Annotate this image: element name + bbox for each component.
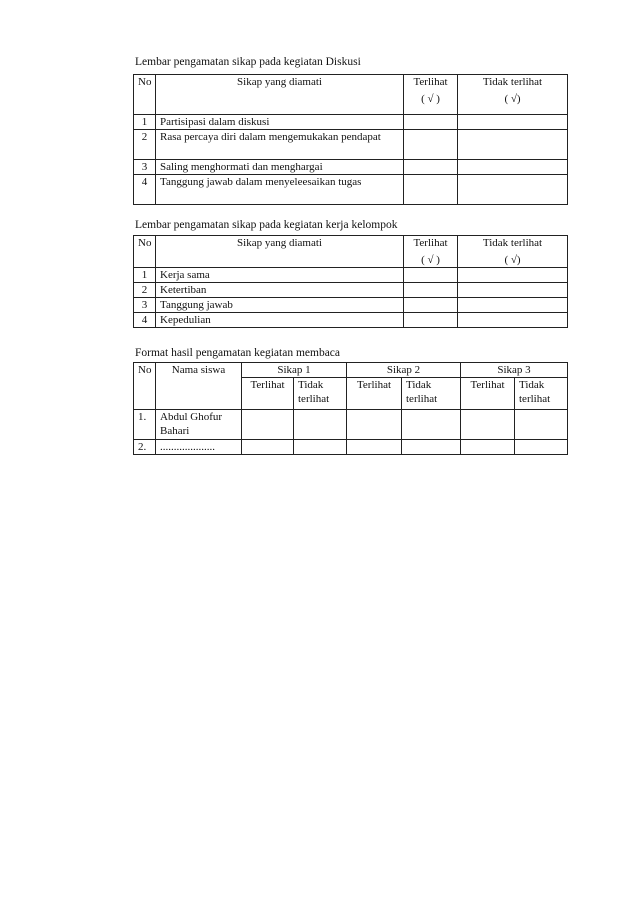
- table1-header-row: [134, 75, 568, 115]
- table1-caption: Lembar pengamatan sikap pada kegiatan Diskusi: [135, 56, 361, 68]
- cell-tidak: [458, 283, 568, 298]
- table2-header-no: No: [134, 236, 156, 268]
- cell-tidak: [458, 175, 568, 205]
- cell-terlihat: [404, 313, 458, 328]
- table-row: [134, 298, 568, 313]
- row-name: ....................: [156, 440, 242, 455]
- table2-header-terlihat-label: Terlihat: [413, 237, 448, 249]
- cell: [242, 440, 294, 455]
- table3-header-sikap1: Sikap 1: [242, 363, 347, 378]
- row-text: Tanggung jawab dalam menyeleesaikan tugas: [156, 175, 404, 205]
- table3-header-sikap2: Sikap 2: [347, 363, 461, 378]
- table3-format-membaca: [133, 362, 568, 455]
- cell-terlihat: [404, 175, 458, 205]
- cell-tidak: [458, 313, 568, 328]
- table2-header-tidak: [458, 236, 568, 268]
- table2-header-check1: ( √ ): [421, 254, 440, 266]
- table1-header-sikap: Sikap yang diamati: [156, 75, 404, 115]
- row-no: 3: [134, 160, 156, 175]
- cell: [402, 440, 461, 455]
- table2-header-tidak-label: Tidak terlihat: [482, 237, 543, 249]
- cell: [461, 440, 515, 455]
- row-text: Partisipasi dalam diskusi: [156, 115, 404, 130]
- table3-header-row-1: [134, 363, 568, 378]
- table3-caption: Format hasil pengamatan kegiatan membaca: [135, 347, 341, 359]
- cell: [402, 410, 461, 440]
- table2-header-terlihat: [404, 236, 458, 268]
- table3-header-sikap3: Sikap 3: [461, 363, 568, 378]
- table-row: [134, 175, 568, 205]
- cell: [347, 410, 402, 440]
- table-row: [134, 440, 568, 455]
- row-text: Saling menghormati dan menghargai: [156, 160, 404, 175]
- cell-tidak: [458, 268, 568, 283]
- table-row: [134, 283, 568, 298]
- table3-sub-tidak-1: Tidak terlihat: [294, 378, 347, 410]
- table3-sub-terlihat-3: Terlihat: [461, 378, 515, 410]
- row-no: 2.: [134, 440, 156, 455]
- cell-terlihat: [404, 268, 458, 283]
- table2-caption: Lembar pengamatan sikap pada kegiatan kerja kelompok: [135, 219, 398, 231]
- cell: [515, 440, 568, 455]
- table3-header-nama: Nama siswa: [156, 363, 242, 410]
- cell-terlihat: [404, 130, 458, 160]
- cell: [461, 410, 515, 440]
- table1-header-tidak-label: Tidak terlihat: [482, 76, 543, 88]
- row-no: 4: [134, 313, 156, 328]
- row-no: 2: [134, 130, 156, 160]
- cell-tidak: [458, 130, 568, 160]
- table1-header-terlihat-label: Terlihat: [413, 76, 448, 88]
- table1-header-tidak: [458, 75, 568, 115]
- row-no: 1: [134, 268, 156, 283]
- cell-tidak: [458, 298, 568, 313]
- row-no: 2: [134, 283, 156, 298]
- table-row: [134, 130, 568, 160]
- table1-diskusi: [133, 74, 568, 205]
- table2-header-check2: ( √): [504, 254, 521, 266]
- table3-header-no: No: [134, 363, 156, 410]
- cell-tidak: [458, 160, 568, 175]
- table-row: [134, 410, 568, 440]
- table2-header-sikap: Sikap yang diamati: [156, 236, 404, 268]
- row-name: Abdul Ghofur Bahari: [156, 410, 242, 440]
- cell-tidak: [458, 115, 568, 130]
- table-row: [134, 160, 568, 175]
- cell: [294, 410, 347, 440]
- table-row: [134, 268, 568, 283]
- cell-terlihat: [404, 298, 458, 313]
- table-row: [134, 313, 568, 328]
- row-text: Kepedulian: [156, 313, 404, 328]
- cell: [294, 440, 347, 455]
- cell: [515, 410, 568, 440]
- row-no: 1.: [134, 410, 156, 440]
- table3-sub-terlihat-1: Terlihat: [242, 378, 294, 410]
- table2-kerja-kelompok: [133, 235, 568, 328]
- table3-sub-tidak-2: Tidak terlihat: [402, 378, 461, 410]
- cell-terlihat: [404, 283, 458, 298]
- table1-header-check1: ( √ ): [421, 93, 440, 105]
- table1-header-check2: ( √): [504, 93, 521, 105]
- row-text: Ketertiban: [156, 283, 404, 298]
- table3-sub-tidak-3: Tidak terlihat: [515, 378, 568, 410]
- cell-terlihat: [404, 115, 458, 130]
- cell-terlihat: [404, 160, 458, 175]
- table-row: [134, 115, 568, 130]
- row-no: 3: [134, 298, 156, 313]
- cell: [347, 440, 402, 455]
- table1-header-no: No: [134, 75, 156, 115]
- table3-sub-terlihat-2: Terlihat: [347, 378, 402, 410]
- row-text: Rasa percaya diri dalam mengemukakan pendapat: [156, 130, 404, 160]
- row-text: Tanggung jawab: [156, 298, 404, 313]
- row-no: 1: [134, 115, 156, 130]
- row-no: 4: [134, 175, 156, 205]
- cell: [242, 410, 294, 440]
- row-text: Kerja sama: [156, 268, 404, 283]
- table1-header-terlihat: [404, 75, 458, 115]
- table2-header-row: [134, 236, 568, 268]
